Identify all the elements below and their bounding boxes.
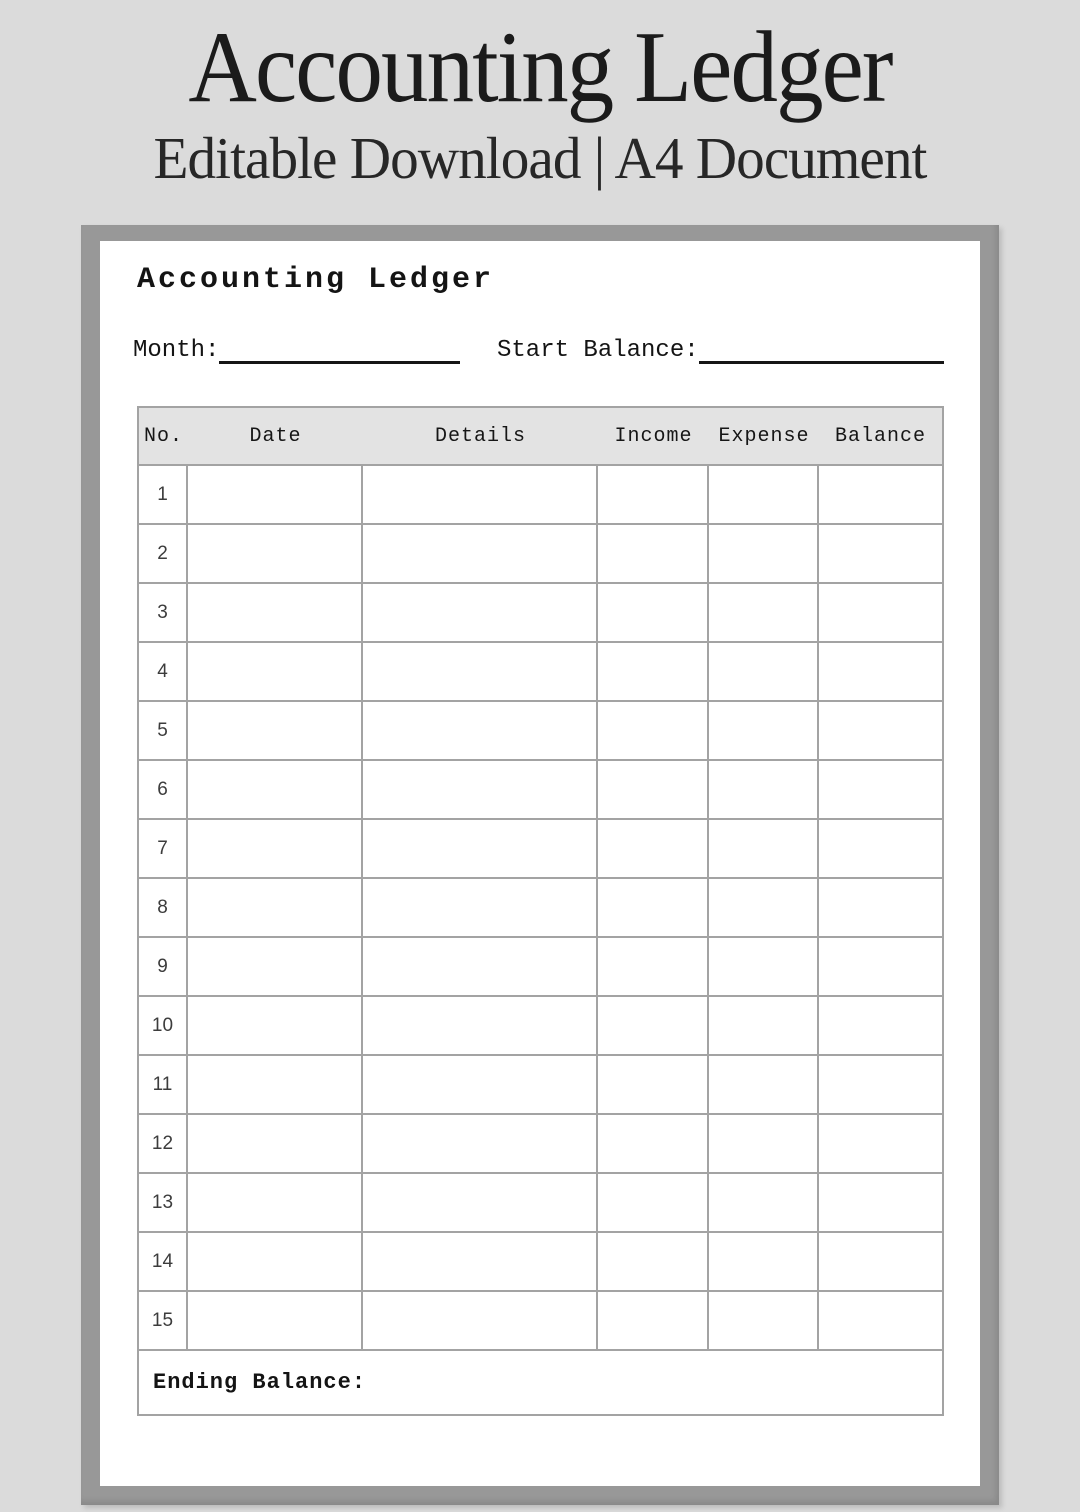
column-header-no: No. bbox=[143, 424, 183, 448]
entry-cell-details[interactable] bbox=[363, 1292, 598, 1349]
ending-balance-fill-area[interactable] bbox=[366, 1351, 942, 1414]
ending-balance-label: Ending Balance: bbox=[153, 1370, 367, 1395]
entry-cell-balance[interactable] bbox=[819, 1115, 942, 1172]
entry-cell-balance[interactable] bbox=[819, 820, 942, 877]
table-row bbox=[139, 938, 942, 997]
entry-cell-details[interactable] bbox=[363, 525, 598, 582]
entry-cell-expense[interactable] bbox=[709, 938, 819, 995]
table-row bbox=[139, 1233, 942, 1292]
entry-cell-expense[interactable] bbox=[709, 1056, 819, 1113]
ending-balance-row bbox=[139, 1351, 942, 1414]
fields-row bbox=[133, 337, 943, 371]
entry-cell-balance[interactable] bbox=[819, 584, 942, 641]
banner-subtitle: Editable Download | A4 Document bbox=[153, 125, 927, 192]
entry-cell-balance[interactable] bbox=[819, 997, 942, 1054]
table-row bbox=[139, 466, 942, 525]
entry-cell-date[interactable] bbox=[188, 879, 363, 936]
table-row bbox=[139, 1056, 942, 1115]
entry-cell-income[interactable] bbox=[598, 1115, 709, 1172]
row-number-cell: 9 bbox=[139, 938, 188, 995]
entry-cell-date[interactable] bbox=[188, 1292, 363, 1349]
column-header-income: Income bbox=[614, 424, 693, 448]
entry-cell-income[interactable] bbox=[598, 820, 709, 877]
entry-cell-income[interactable] bbox=[598, 761, 709, 818]
entry-cell-expense[interactable] bbox=[709, 1292, 819, 1349]
entry-cell-balance[interactable] bbox=[819, 525, 942, 582]
row-number-cell: 15 bbox=[139, 1292, 188, 1349]
entry-cell-balance[interactable] bbox=[819, 466, 942, 523]
entry-cell-date[interactable] bbox=[188, 761, 363, 818]
table-row bbox=[139, 761, 942, 820]
column-header-balance: Balance bbox=[834, 424, 926, 448]
entry-cell-details[interactable] bbox=[363, 761, 598, 818]
table-row bbox=[139, 1174, 942, 1233]
row-number-cell: 13 bbox=[139, 1174, 188, 1231]
entry-cell-balance[interactable] bbox=[819, 1292, 942, 1349]
column-header-details: Details bbox=[434, 424, 526, 448]
document-page bbox=[100, 241, 980, 1486]
entry-cell-income[interactable] bbox=[598, 702, 709, 759]
entry-cell-expense[interactable] bbox=[709, 643, 819, 700]
entry-cell-expense[interactable] bbox=[709, 761, 819, 818]
table-row bbox=[139, 1292, 942, 1351]
entry-cell-details[interactable] bbox=[363, 938, 598, 995]
entry-cell-date[interactable] bbox=[188, 938, 363, 995]
banner bbox=[0, 11, 1080, 192]
entry-cell-expense[interactable] bbox=[709, 879, 819, 936]
entry-cell-date[interactable] bbox=[188, 584, 363, 641]
row-number-cell: 4 bbox=[139, 643, 188, 700]
table-row bbox=[139, 702, 942, 761]
row-number-cell: 1 bbox=[139, 466, 188, 523]
table-row bbox=[139, 643, 942, 702]
entry-cell-balance[interactable] bbox=[819, 879, 942, 936]
table-row bbox=[139, 879, 942, 938]
table-row bbox=[139, 584, 942, 643]
row-number-cell: 6 bbox=[139, 761, 188, 818]
entry-cell-details[interactable] bbox=[363, 1056, 598, 1113]
entry-cell-date[interactable] bbox=[188, 1233, 363, 1290]
entry-cell-balance[interactable] bbox=[819, 1056, 942, 1113]
entry-cell-balance[interactable] bbox=[819, 1233, 942, 1290]
entry-cell-expense[interactable] bbox=[709, 466, 819, 523]
row-number-cell: 14 bbox=[139, 1233, 188, 1290]
entry-cell-income[interactable] bbox=[598, 879, 709, 936]
row-number-cell: 3 bbox=[139, 584, 188, 641]
entry-cell-details[interactable] bbox=[363, 702, 598, 759]
entry-cell-details[interactable] bbox=[363, 820, 598, 877]
row-number-cell: 7 bbox=[139, 820, 188, 877]
entry-cell-income[interactable] bbox=[598, 1174, 709, 1231]
row-number-cell: 5 bbox=[139, 702, 188, 759]
row-number-cell: 12 bbox=[139, 1115, 188, 1172]
entry-cell-expense[interactable] bbox=[709, 525, 819, 582]
entry-cell-income[interactable] bbox=[598, 1233, 709, 1290]
entry-cell-expense[interactable] bbox=[709, 1174, 819, 1231]
entry-cell-income[interactable] bbox=[598, 466, 709, 523]
entry-cell-date[interactable] bbox=[188, 702, 363, 759]
table-header-row bbox=[139, 408, 942, 466]
entry-cell-expense[interactable] bbox=[709, 702, 819, 759]
column-header-expense: Expense bbox=[718, 424, 810, 448]
entry-cell-income[interactable] bbox=[598, 525, 709, 582]
month-label: Month: bbox=[133, 337, 220, 364]
page-frame bbox=[81, 225, 999, 1505]
entry-cell-expense[interactable] bbox=[709, 997, 819, 1054]
entry-cell-details[interactable] bbox=[363, 643, 598, 700]
start-balance-field bbox=[497, 337, 944, 364]
entry-cell-balance[interactable] bbox=[819, 761, 942, 818]
table-row bbox=[139, 525, 942, 584]
start-balance-fill-line[interactable] bbox=[699, 338, 944, 364]
table-row bbox=[139, 820, 942, 879]
entry-cell-income[interactable] bbox=[598, 584, 709, 641]
entry-cell-date[interactable] bbox=[188, 1056, 363, 1113]
entry-cell-details[interactable] bbox=[363, 466, 598, 523]
row-number-cell: 10 bbox=[139, 997, 188, 1054]
entry-cell-details[interactable] bbox=[363, 1233, 598, 1290]
start-balance-label: Start Balance: bbox=[497, 337, 699, 364]
entry-cell-income[interactable] bbox=[598, 997, 709, 1054]
entry-cell-date[interactable] bbox=[188, 1174, 363, 1231]
table-body bbox=[139, 466, 942, 1351]
entry-cell-date[interactable] bbox=[188, 643, 363, 700]
entry-cell-income[interactable] bbox=[598, 1056, 709, 1113]
entry-cell-date[interactable] bbox=[188, 820, 363, 877]
column-header-date: Date bbox=[249, 424, 302, 448]
entry-cell-expense[interactable] bbox=[709, 820, 819, 877]
banner-title: Accounting Ledger bbox=[188, 11, 892, 124]
entry-cell-details[interactable] bbox=[363, 1174, 598, 1231]
entry-cell-date[interactable] bbox=[188, 525, 363, 582]
row-number-cell: 2 bbox=[139, 525, 188, 582]
table-row bbox=[139, 997, 942, 1056]
ledger-table bbox=[137, 406, 944, 1416]
entry-cell-date[interactable] bbox=[188, 997, 363, 1054]
entry-cell-details[interactable] bbox=[363, 997, 598, 1054]
entry-cell-balance[interactable] bbox=[819, 1174, 942, 1231]
month-field bbox=[133, 337, 460, 364]
entry-cell-expense[interactable] bbox=[709, 584, 819, 641]
entry-cell-balance[interactable] bbox=[819, 938, 942, 995]
entry-cell-income[interactable] bbox=[598, 1292, 709, 1349]
table-row bbox=[139, 1115, 942, 1174]
month-fill-line[interactable] bbox=[219, 338, 460, 364]
row-number-cell: 8 bbox=[139, 879, 188, 936]
entry-cell-balance[interactable] bbox=[819, 702, 942, 759]
entry-cell-income[interactable] bbox=[598, 938, 709, 995]
entry-cell-details[interactable] bbox=[363, 879, 598, 936]
entry-cell-balance[interactable] bbox=[819, 643, 942, 700]
entry-cell-income[interactable] bbox=[598, 643, 709, 700]
entry-cell-expense[interactable] bbox=[709, 1233, 819, 1290]
entry-cell-details[interactable] bbox=[363, 584, 598, 641]
entry-cell-expense[interactable] bbox=[709, 1115, 819, 1172]
entry-cell-date[interactable] bbox=[188, 1115, 363, 1172]
row-number-cell: 11 bbox=[139, 1056, 188, 1113]
document-heading: Accounting Ledger bbox=[137, 263, 495, 297]
entry-cell-date[interactable] bbox=[188, 466, 363, 523]
entry-cell-details[interactable] bbox=[363, 1115, 598, 1172]
